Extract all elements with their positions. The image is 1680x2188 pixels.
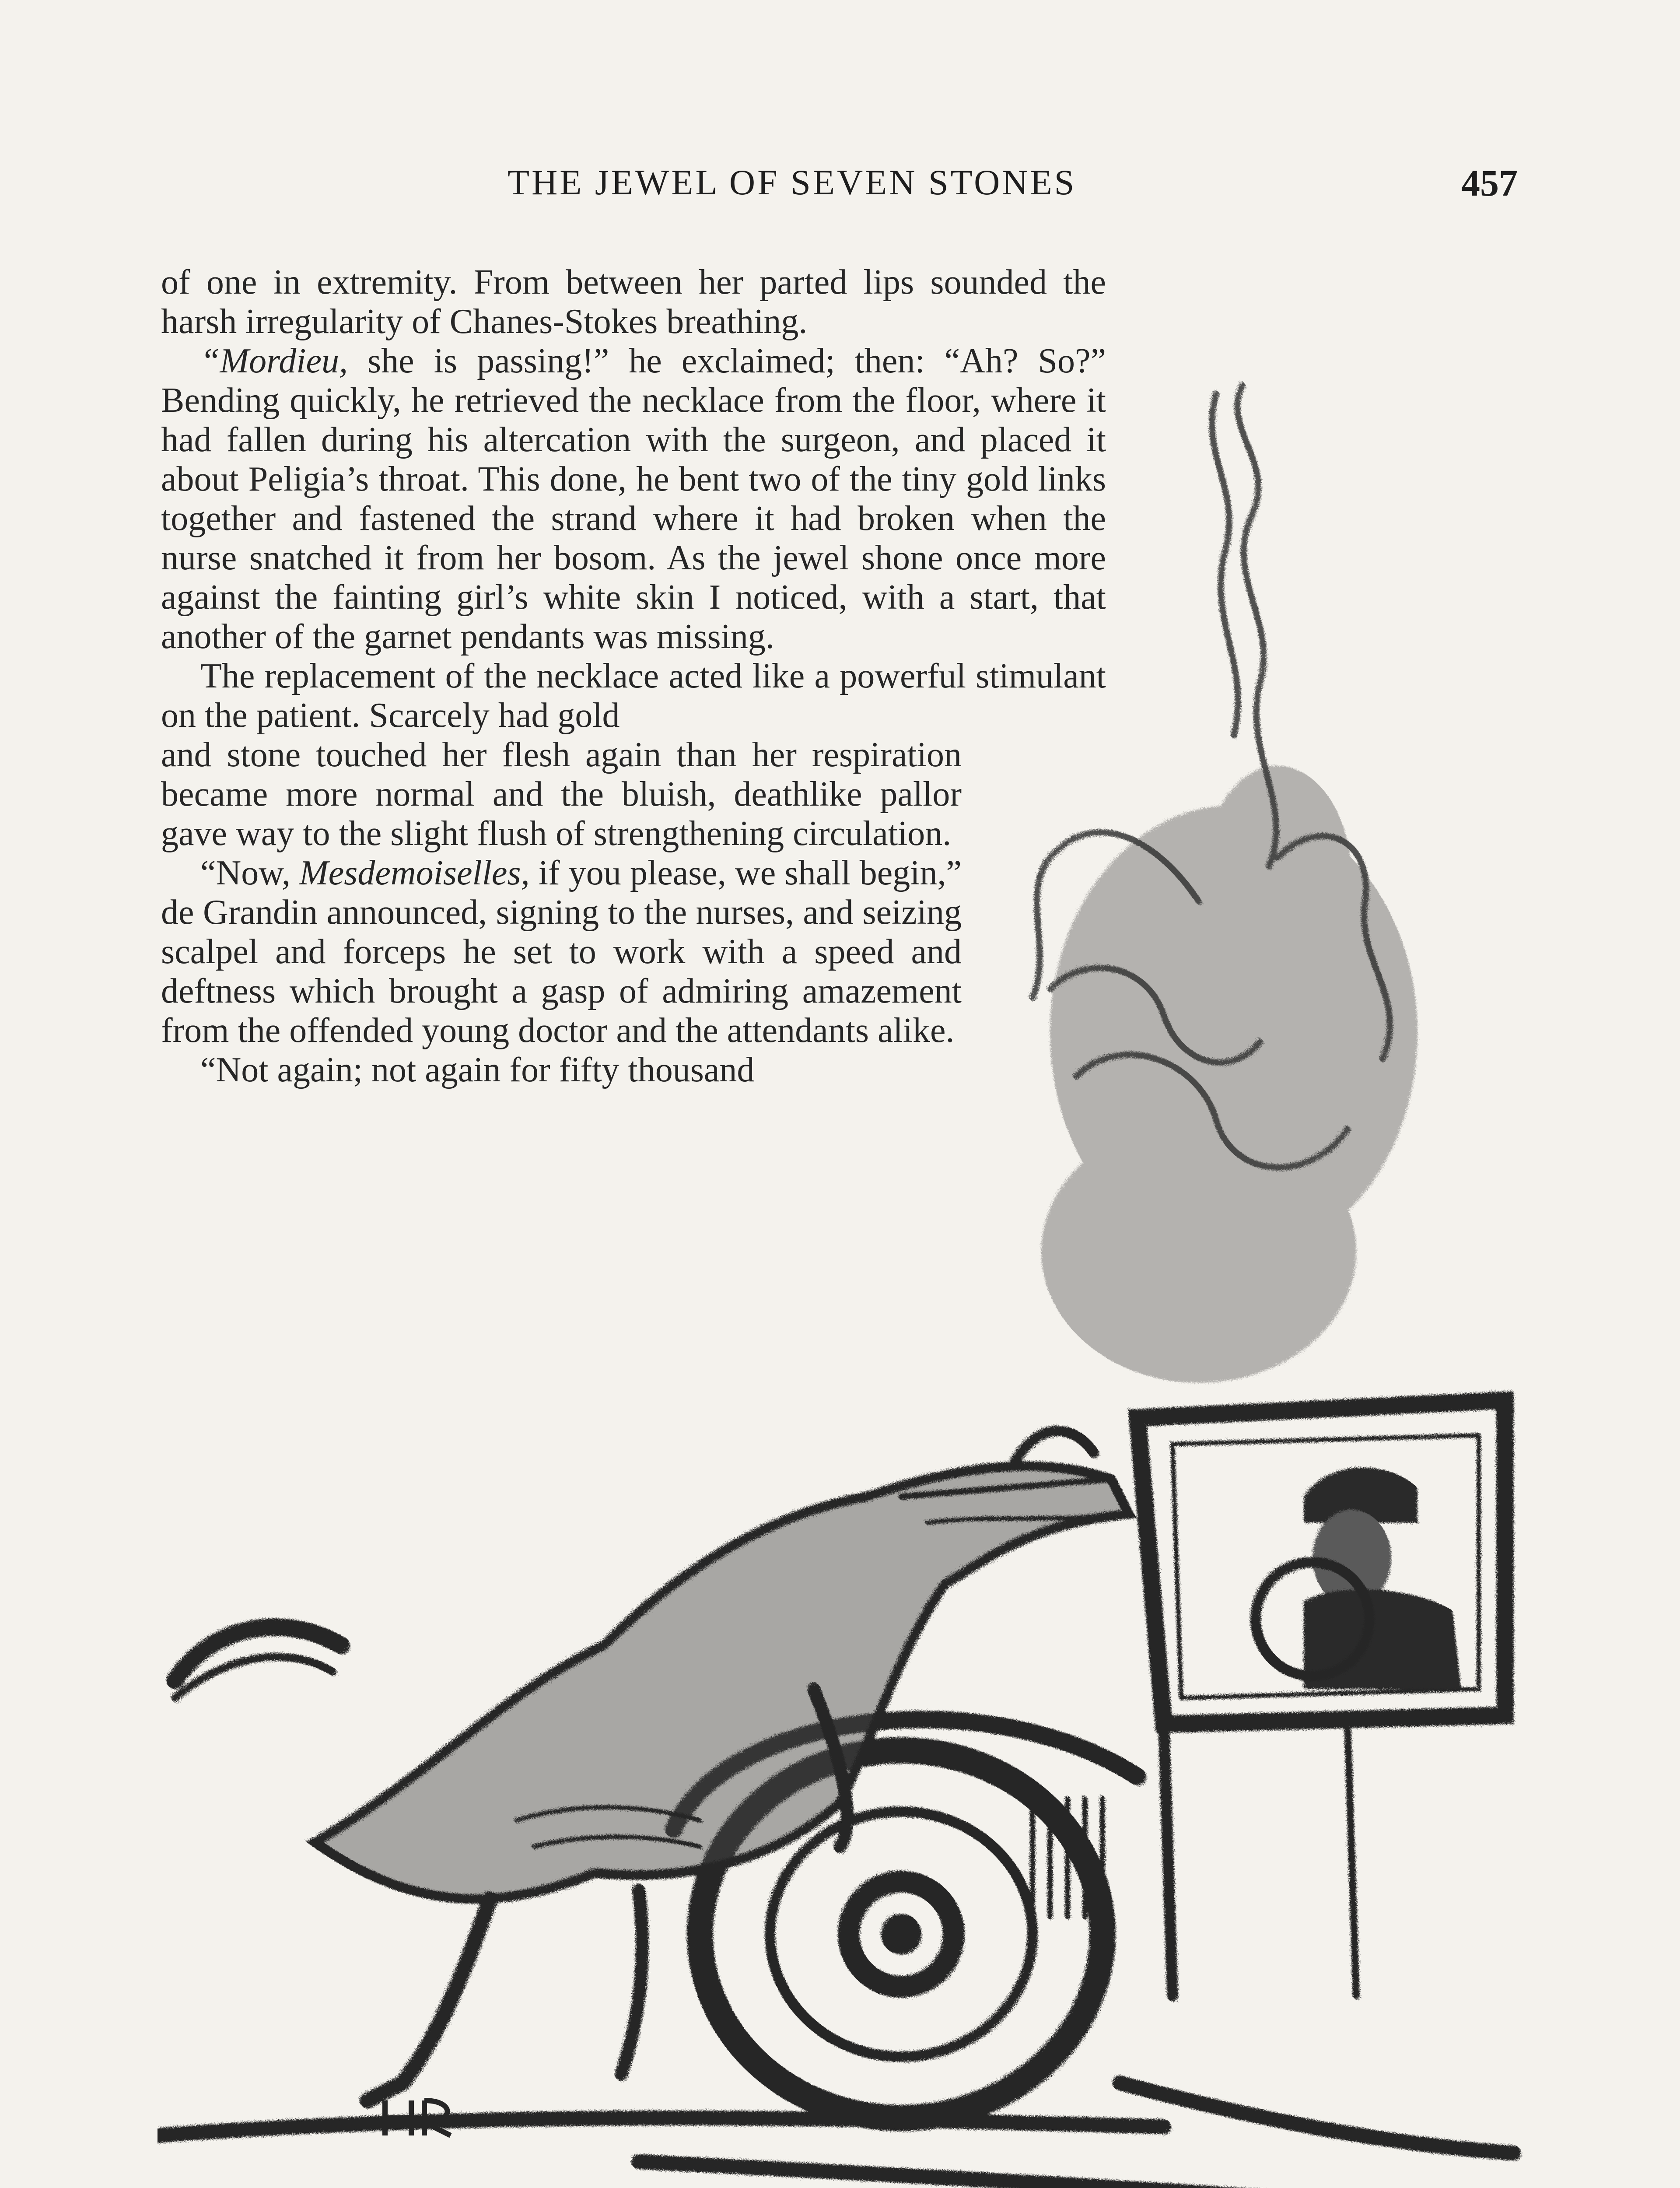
paragraph-4-italic: Mesdemoiselles, <box>299 854 530 892</box>
paragraph-2-text: she is passing!” he exclaimed; then: “Ah? So?” Bending quickly, he retrieved the necklace from the floor, where it had fallen during his altercation with the surgeon, and placed it about Peligia’s throat. This done, he bent two of the tiny gold links together and fastened the strand where it had broken when the nurse snatched it from her bosom. As the jewel shone once more against the fainting girl’s white skin I noticed, with a start, that another of the garnet pendants was missing. <box>161 342 1106 656</box>
page-number: 457 <box>1461 162 1518 204</box>
paragraph-4-open: “Now, <box>200 854 300 892</box>
alligator-car-illustration <box>158 376 1522 2188</box>
driver-figure <box>1304 1468 1461 1689</box>
paragraph-4-text: if you please, we shall begin,” de Grandin announced, signing to the nurses, and seizing scalpel and forceps he set to work with a speed and deftness which brought a gasp of admiring amazement from the offended young doctor and the attendants alike. <box>161 854 962 1050</box>
paragraph-1: of one in extremity. From between her parted lips sounded the harsh irregularity of Chanes-Stokes breathing. <box>161 263 1106 341</box>
paragraph-5: “Not again; not again for fifty thousand <box>200 1051 755 1089</box>
paragraph-2-italic: “Mordieu, <box>200 342 348 380</box>
paragraph-3-wide: The replacement of the necklace acted like a powerful stimulant on the patient. Scarcely had gold <box>161 657 1106 735</box>
paragraph-3-narrow: and stone touched her flesh again than her respiration became more normal and the bluish, deathlike pallor gave way to the slight flush of strengthening circulation. <box>161 736 962 853</box>
running-head: THE JEWEL OF SEVEN STONES <box>508 162 1077 202</box>
